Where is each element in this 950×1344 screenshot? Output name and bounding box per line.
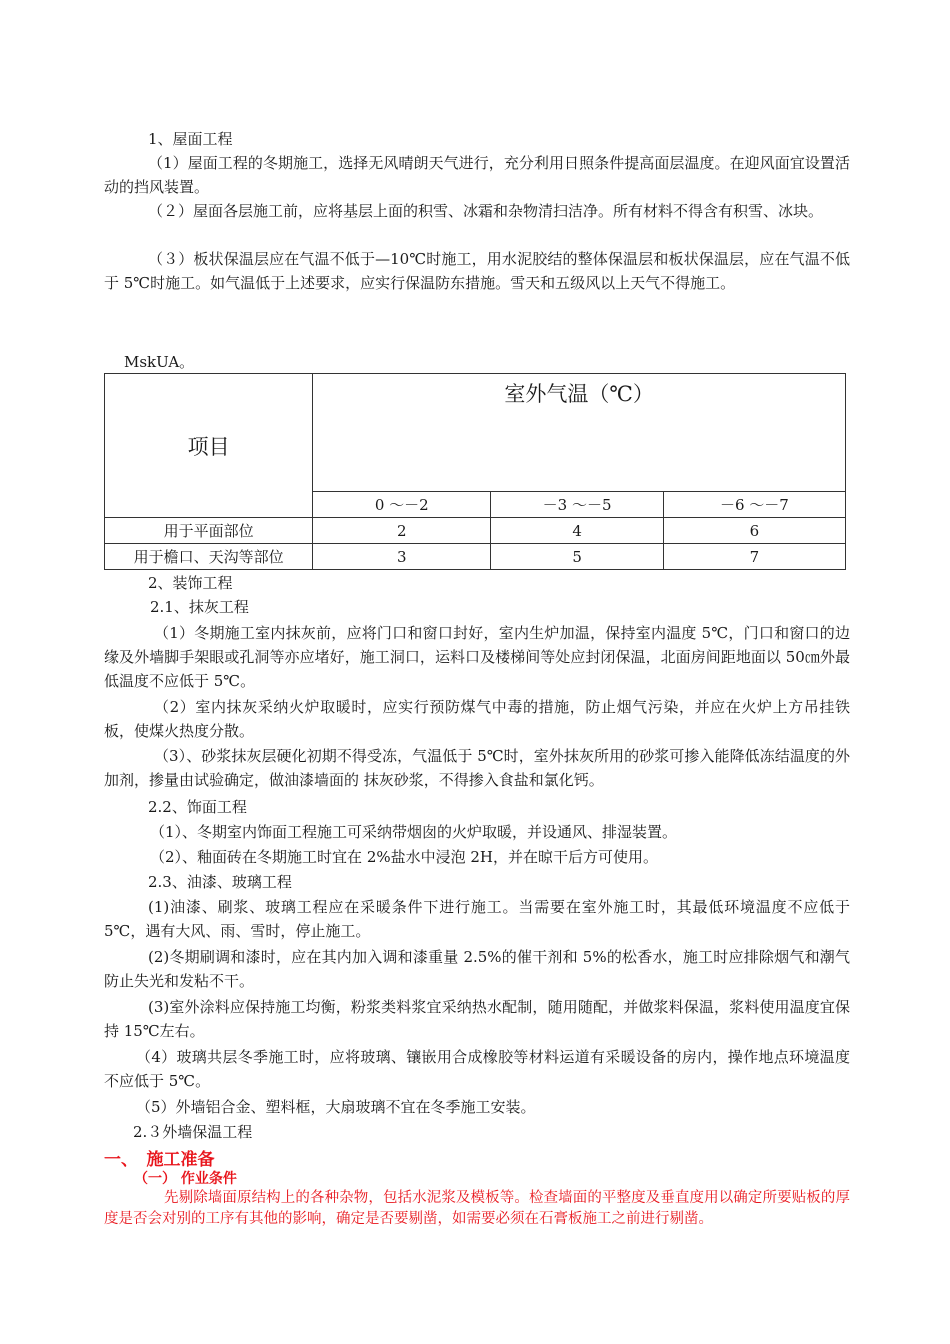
table-cell: 3	[313, 544, 491, 570]
plaster-para-3: （3）、砂浆抹灰层硬化初期不得受冻，气温低于 5℃时，室外抹灰所用的砂浆可掺入能降低冻结温度的外加剂，掺量由试验确定，做油漆墙面的 抹灰砂浆，不得掺入食盐和氯化钙。	[104, 747, 850, 789]
temp-header-label: 室外气温（℃）	[504, 382, 654, 406]
table-row	[105, 544, 846, 570]
paint-para-2: (2)冬期刷调和漆时，应在其内加入调和漆重量 2.5%的催干剂和 5%的松香水，施工时应排除烟气和潮气防止失光和发粘不干。	[104, 948, 850, 990]
roof-para-3: （３）板状保温层应在气温不低于—10℃时施工，用水泥胶结的整体保温层和板状保温层，应在气温不低于 5℃时施工。如气温低于上述要求，应实行保温防东措施。雪天和五级风以上天气不得施工。	[104, 250, 850, 292]
paint-para-1: (1)油漆、刷浆、玻璃工程应在采暖条件下进行施工。当需要在室外施工时，其最低环境温度不应低于 5℃，遇有大风、雨、雪时，停止施工。	[104, 898, 850, 940]
roof-heading: 1、屋面工程	[148, 130, 233, 148]
decor-heading: 2、装饰工程	[148, 574, 233, 592]
range-cell-2: －3 ～－5	[491, 492, 663, 518]
row-label: 用于檐口、天沟等部位	[105, 544, 313, 570]
table-header-item	[105, 374, 313, 518]
table-cell: 4	[491, 518, 663, 544]
roof-para-2: （２）屋面各层施工前，应将基层上面的积雪、冰霜和杂物清扫洁净。所有材料不得含有积雪、冰块。	[148, 202, 824, 220]
roof-para-1: （1）屋面工程的冬期施工，选择无风晴朗天气进行，充分利用日照条件提高面层温度。在迎风面宜设置活动的挡风装置。	[104, 154, 850, 196]
table-cell: 7	[663, 544, 845, 570]
prep-text: 先剔除墙面原结构上的各种杂物，包括水泥浆及模板等。检查墙面的平整度及垂直度用以确定所要贴板的厚度是否会对别的工序有其他的影响，确定是否要剔凿，如需要必须在石膏板施工之前进行剔凿。	[104, 1190, 850, 1227]
paint-para-4: （4）玻璃共层冬季施工时，应将玻璃、镶嵌用合成橡胶等材料运道有采暖设备的房内，操作地点环境温度不应低于 5℃。	[104, 1048, 850, 1090]
paint-para-5: （5）外墙铝合金、塑料框，大扇玻璃不宜在冬季施工安装。	[136, 1098, 536, 1116]
section-2-1-heading: 2.1、抹灰工程	[150, 598, 249, 616]
prep-heading: 一、 施工准备	[104, 1150, 215, 1170]
range-cell-1: 0 ～－2	[313, 492, 491, 518]
table-header-temp	[313, 374, 846, 492]
facing-para-1: （1）、冬期室内饰面工程施工可采纳带烟囱的火炉取暖，并设通风、排湿装置。	[150, 823, 678, 841]
facing-para-2: （2）、釉面砖在冬期施工时宜在 2%盐水中浸泡 2H，并在晾干后方可使用。	[150, 848, 659, 866]
section-2-2-heading: 2.2、饰面工程	[148, 798, 247, 816]
stray-text: MskUA。	[124, 353, 195, 371]
table-cell: 5	[491, 544, 663, 570]
range-cell-3: －6 ～－7	[663, 492, 845, 518]
plaster-para-1: （1）冬期施工室内抹灰前，应将门口和窗口封好，室内生炉加温，保持室内温度 5℃，门口和窗口的边缘及外墙脚手架眼或孔洞等亦应堵好，施工洞口，运料口及楼梯间等处应封闭保温，北面房间距地面以 50㎝外最低温度不应低于 5℃。	[104, 624, 850, 690]
faint-background-line	[170, 328, 850, 340]
plaster-para-2: （2）室内抹灰采纳火炉取暖时，应实行预防煤气中毒的措施，防止烟气污染，并应在火炉上方吊挂铁板，使煤火热度分散。	[104, 698, 850, 740]
table-cell: 2	[313, 518, 491, 544]
prep-subheading: （一） 作业条件	[134, 1171, 237, 1187]
temperature-table	[104, 373, 846, 570]
row-label: 用于平面部位	[105, 518, 313, 544]
item-header-label: 项目	[187, 434, 230, 459]
section-2-3-heading: 2.3、油漆、玻璃工程	[148, 873, 292, 891]
paint-para-3: (3)室外涂料应保持施工均衡，粉浆类料浆宜采纳热水配制，随用随配，并做浆料保温，浆料使用温度宜保持 15℃左右。	[104, 998, 850, 1040]
section-2-4-heading: 2.３外墙保温工程	[133, 1123, 253, 1141]
table-row	[105, 518, 846, 544]
table-cell: 6	[663, 518, 845, 544]
